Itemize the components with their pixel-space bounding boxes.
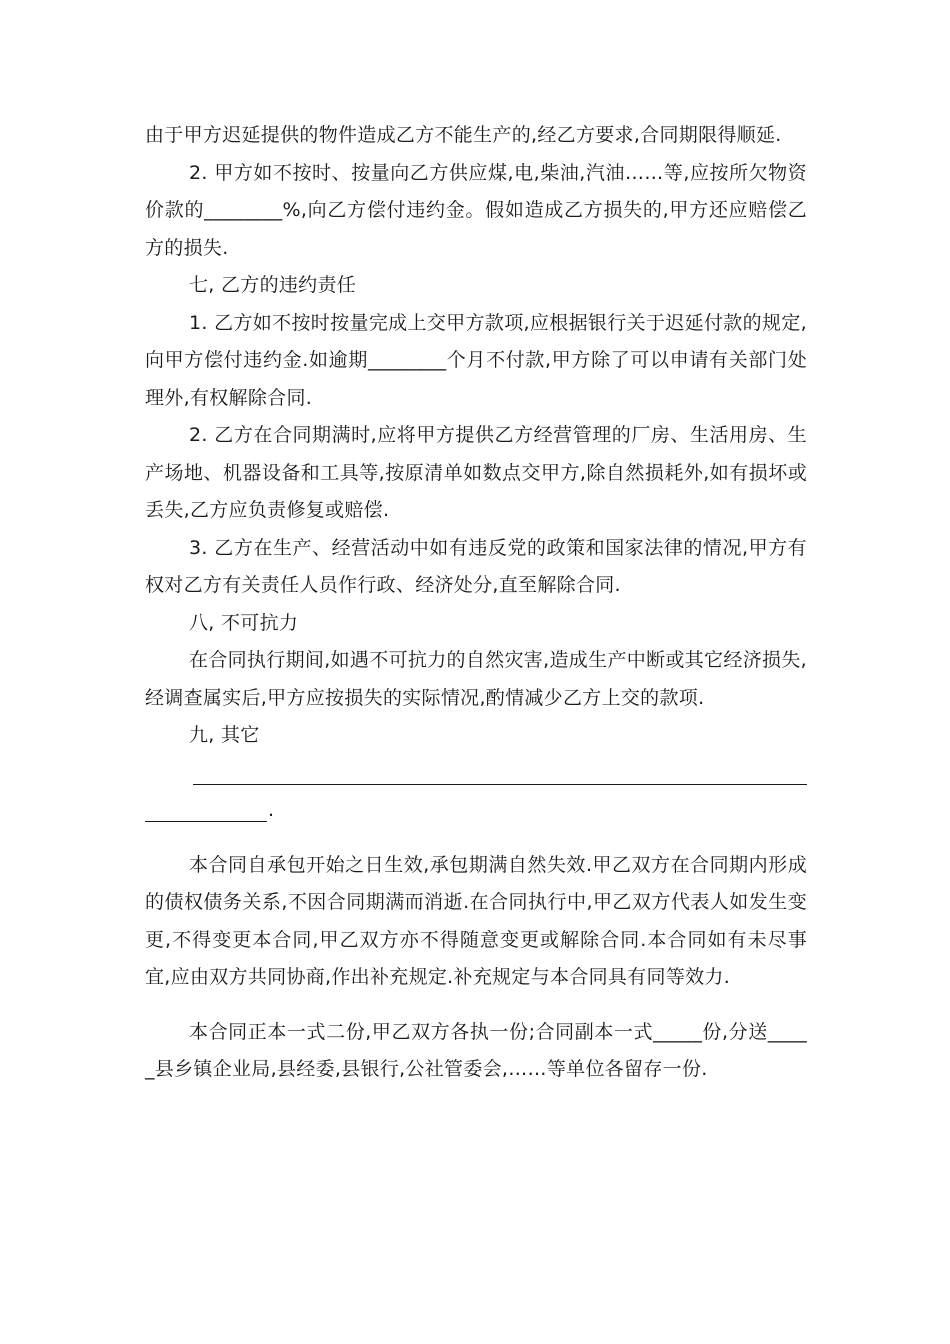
blank-fill-line — [145, 755, 807, 793]
section-heading-other: 九, 其它 — [189, 724, 260, 746]
blank-underline — [193, 784, 807, 785]
document-body — [145, 117, 807, 1089]
paragraph-force-majeure: 在合同执行期间,如遇不可抗力的自然灾害,造成生产中断或其它经济损失,经调查属实后,甲方应按损失的实际情况,酌情减少乙方上交的款项. — [145, 649, 807, 709]
paragraph-contract-effect: 本合同自承包开始之日生效,承包期满自然失效.甲乙双方在合同期内形成的债权债务关系,不因合同期满而消逝.在合同执行中,甲乙双方代表人如发生变更,不得变更本合同,甲乙双方亦不得随意变更或解除合同.本合同如有未尽事宜,应由双方共同协商,作出补充规定.补充规定与本合同具有同等效力. — [145, 853, 807, 988]
paragraph-party-b-violation: 3. 乙方在生产、经营活动中如有违反党的政策和国家法律的情况,甲方有权对乙方有关责任人员作行政、经济处分,直至解除合同. — [145, 536, 807, 596]
paragraph-contract-copies: 本合同正本一式二份,甲乙双方各执一份;合同副本一式_____份,分送_____县乡镇企业局,县经委,县银行,公社管委会,……等单位各留存一份. — [145, 1020, 807, 1080]
section-heading-party-b-liability: 七, 乙方的违约责任 — [189, 274, 357, 296]
blank-fill-line-end — [145, 792, 807, 830]
blank-end-period: . — [268, 799, 275, 821]
paragraph-party-a-supply-penalty: 2. 甲方如不按时、按量向乙方供应煤,电,柴油,汽油……等,应按所欠物资价款的________%,向乙方偿付违约金。假如造成乙方损失的,甲方还应赔偿乙方的损失. — [145, 161, 807, 259]
paragraph-party-b-payment-penalty: 1. 乙方如不按时按量完成上交甲方款项,应根据银行关于迟延付款的规定,向甲方偿付违约金.如逾期________个月不付款,甲方除了可以申请有关部门处理外,有权解除合同. — [145, 311, 807, 409]
paragraph-delay-extension: 由于甲方迟延提供的物件造成乙方不能生产的,经乙方要求,合同期限得顺延. — [145, 124, 782, 146]
blank-underline-short — [145, 821, 267, 822]
paragraph-party-b-return-assets: 2. 乙方在合同期满时,应将甲方提供乙方经营管理的厂房、生活用房、生产场地、机器设备和工具等,按原清单如数点交甲方,除自然损耗外,如有损坏或丢失,乙方应负责修复或赔偿. — [145, 424, 807, 521]
section-heading-force-majeure: 八, 不可抗力 — [189, 611, 299, 634]
